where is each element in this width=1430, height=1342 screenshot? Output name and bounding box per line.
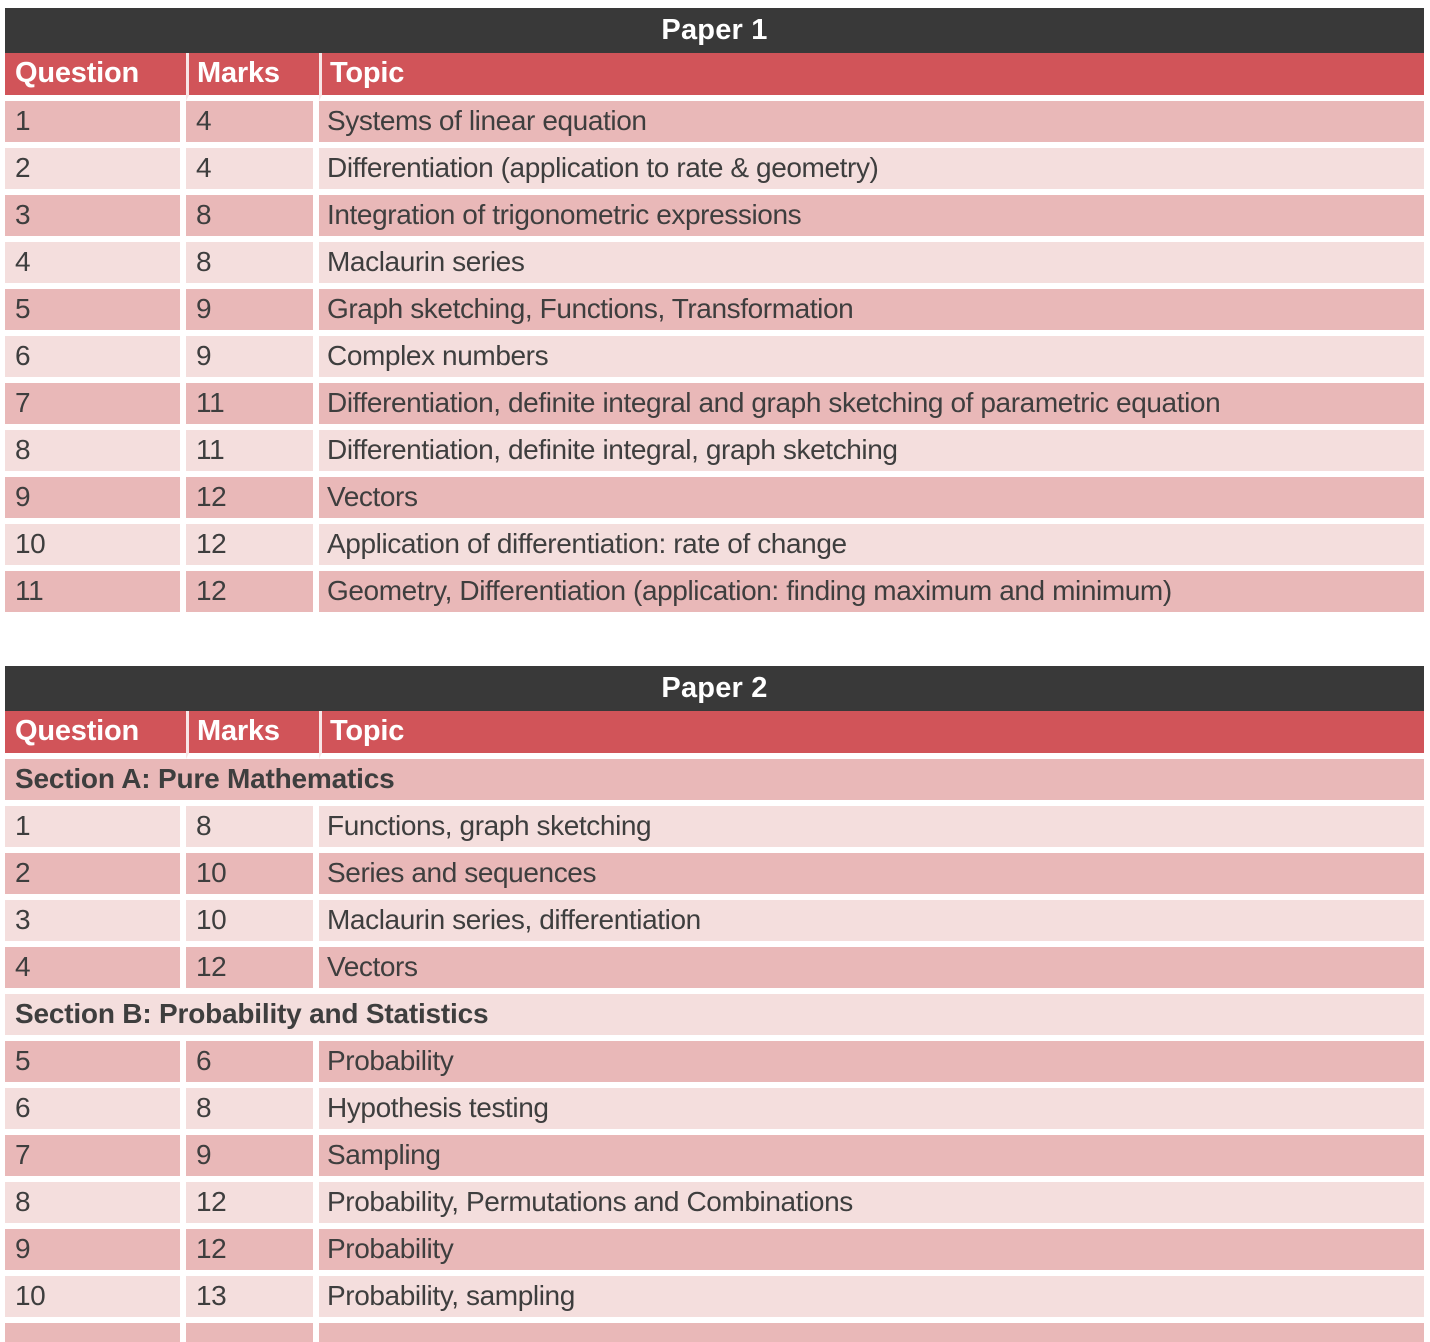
table-row	[5, 524, 1424, 571]
paper1-title: Paper 1	[5, 8, 1424, 53]
marks-cell: 12	[186, 1229, 319, 1276]
question-cell: 5	[5, 289, 186, 336]
table-row	[5, 806, 1424, 853]
paper1-table	[5, 8, 1424, 618]
question-cell: 3	[5, 900, 186, 947]
marks-cell: 6	[186, 1041, 319, 1088]
marks-cell: 9	[186, 336, 319, 383]
question-cell: 7	[5, 383, 186, 430]
question-cell: 3	[5, 195, 186, 242]
marks-cell: 12	[186, 1182, 319, 1229]
marks-cell: 11	[186, 430, 319, 477]
question-cell: 6	[5, 1088, 186, 1135]
question-cell: 8	[5, 1182, 186, 1229]
topic-cell: Integration of trigonometric expressions	[319, 195, 1424, 242]
paper1-title-row	[5, 8, 1424, 53]
topic-cell: Maclaurin series, differentiation	[319, 900, 1424, 947]
question-cell: 2	[5, 148, 186, 195]
clipped-row	[5, 1323, 1424, 1342]
question-cell: 1	[5, 101, 186, 148]
question-cell: 10	[5, 524, 186, 571]
table-row	[5, 289, 1424, 336]
topic-cell: Vectors	[319, 477, 1424, 524]
paper2-table	[5, 666, 1424, 1342]
table-row	[5, 947, 1424, 994]
topic-cell: Series and sequences	[319, 853, 1424, 900]
topic-cell: Probability, Permutations and Combinations	[319, 1182, 1424, 1229]
table-row	[5, 1182, 1424, 1229]
question-cell: 9	[5, 1229, 186, 1276]
question-cell	[5, 1323, 186, 1342]
marks-cell: 12	[186, 477, 319, 524]
marks-cell	[186, 1323, 319, 1342]
table-row	[5, 477, 1424, 524]
question-cell: 9	[5, 477, 186, 524]
topic-cell: Functions, graph sketching	[319, 806, 1424, 853]
marks-cell: 4	[186, 148, 319, 195]
question-cell: 2	[5, 853, 186, 900]
table-row	[5, 148, 1424, 195]
column-header-marks: Marks	[186, 53, 319, 101]
marks-cell: 10	[186, 853, 319, 900]
table-row	[5, 1088, 1424, 1135]
topic-cell: Probability	[319, 1041, 1424, 1088]
paper1-column-header-row	[5, 53, 1424, 101]
question-cell: 7	[5, 1135, 186, 1182]
section-label: Section A: Pure Mathematics	[5, 759, 1424, 806]
table-row	[5, 336, 1424, 383]
marks-cell: 9	[186, 289, 319, 336]
question-cell: 10	[5, 1276, 186, 1323]
marks-cell: 12	[186, 947, 319, 994]
marks-cell: 8	[186, 195, 319, 242]
marks-cell: 11	[186, 383, 319, 430]
topic-cell: Differentiation, definite integral and graph sketching of parametric equation	[319, 383, 1424, 430]
topic-cell: Probability	[319, 1229, 1424, 1276]
table-row	[5, 853, 1424, 900]
column-header-question: Question	[5, 53, 186, 101]
topic-cell: Systems of linear equation	[319, 101, 1424, 148]
topic-cell: Sampling	[319, 1135, 1424, 1182]
table-row	[5, 430, 1424, 477]
question-cell: 11	[5, 571, 186, 618]
topic-cell: Complex numbers	[319, 336, 1424, 383]
column-header-topic: Topic	[319, 711, 1424, 759]
marks-cell: 8	[186, 806, 319, 853]
table-row	[5, 1276, 1424, 1323]
paper2-title-row	[5, 666, 1424, 711]
topic-cell: Hypothesis testing	[319, 1088, 1424, 1135]
topic-cell: Vectors	[319, 947, 1424, 994]
table-row	[5, 1135, 1424, 1182]
marks-cell: 4	[186, 101, 319, 148]
table-row	[5, 383, 1424, 430]
table-row	[5, 242, 1424, 289]
section-label: Section B: Probability and Statistics	[5, 994, 1424, 1041]
table-row	[5, 571, 1424, 618]
paper2-body	[5, 759, 1424, 1323]
table-row	[5, 195, 1424, 242]
table-row	[5, 101, 1424, 148]
question-cell: 4	[5, 947, 186, 994]
marks-cell: 12	[186, 571, 319, 618]
marks-cell: 9	[186, 1135, 319, 1182]
column-header-question: Question	[5, 711, 186, 759]
question-cell: 8	[5, 430, 186, 477]
topic-cell: Graph sketching, Functions, Transformation	[319, 289, 1424, 336]
marks-cell: 13	[186, 1276, 319, 1323]
table-row	[5, 1041, 1424, 1088]
column-header-topic: Topic	[319, 53, 1424, 101]
question-cell: 4	[5, 242, 186, 289]
paper1-body	[5, 101, 1424, 618]
topic-cell: Application of differentiation: rate of change	[319, 524, 1424, 571]
topic-cell: Geometry, Differentiation (application: finding maximum and minimum)	[319, 571, 1424, 618]
marks-cell: 12	[186, 524, 319, 571]
column-header-marks: Marks	[186, 711, 319, 759]
marks-cell: 10	[186, 900, 319, 947]
topic-cell: Differentiation (application to rate & geometry)	[319, 148, 1424, 195]
topic-cell: Maclaurin series	[319, 242, 1424, 289]
table-row	[5, 900, 1424, 947]
question-cell: 5	[5, 1041, 186, 1088]
paper2-title: Paper 2	[5, 666, 1424, 711]
topic-cell: Probability, sampling	[319, 1276, 1424, 1323]
section-row	[5, 759, 1424, 806]
question-cell: 6	[5, 336, 186, 383]
question-cell: 1	[5, 806, 186, 853]
paper2-column-header-row	[5, 711, 1424, 759]
marks-cell: 8	[186, 1088, 319, 1135]
topic-cell: Differentiation, definite integral, graph sketching	[319, 430, 1424, 477]
topic-cell	[319, 1323, 1424, 1342]
table-row	[5, 1229, 1424, 1276]
marks-cell: 8	[186, 242, 319, 289]
section-row	[5, 994, 1424, 1041]
